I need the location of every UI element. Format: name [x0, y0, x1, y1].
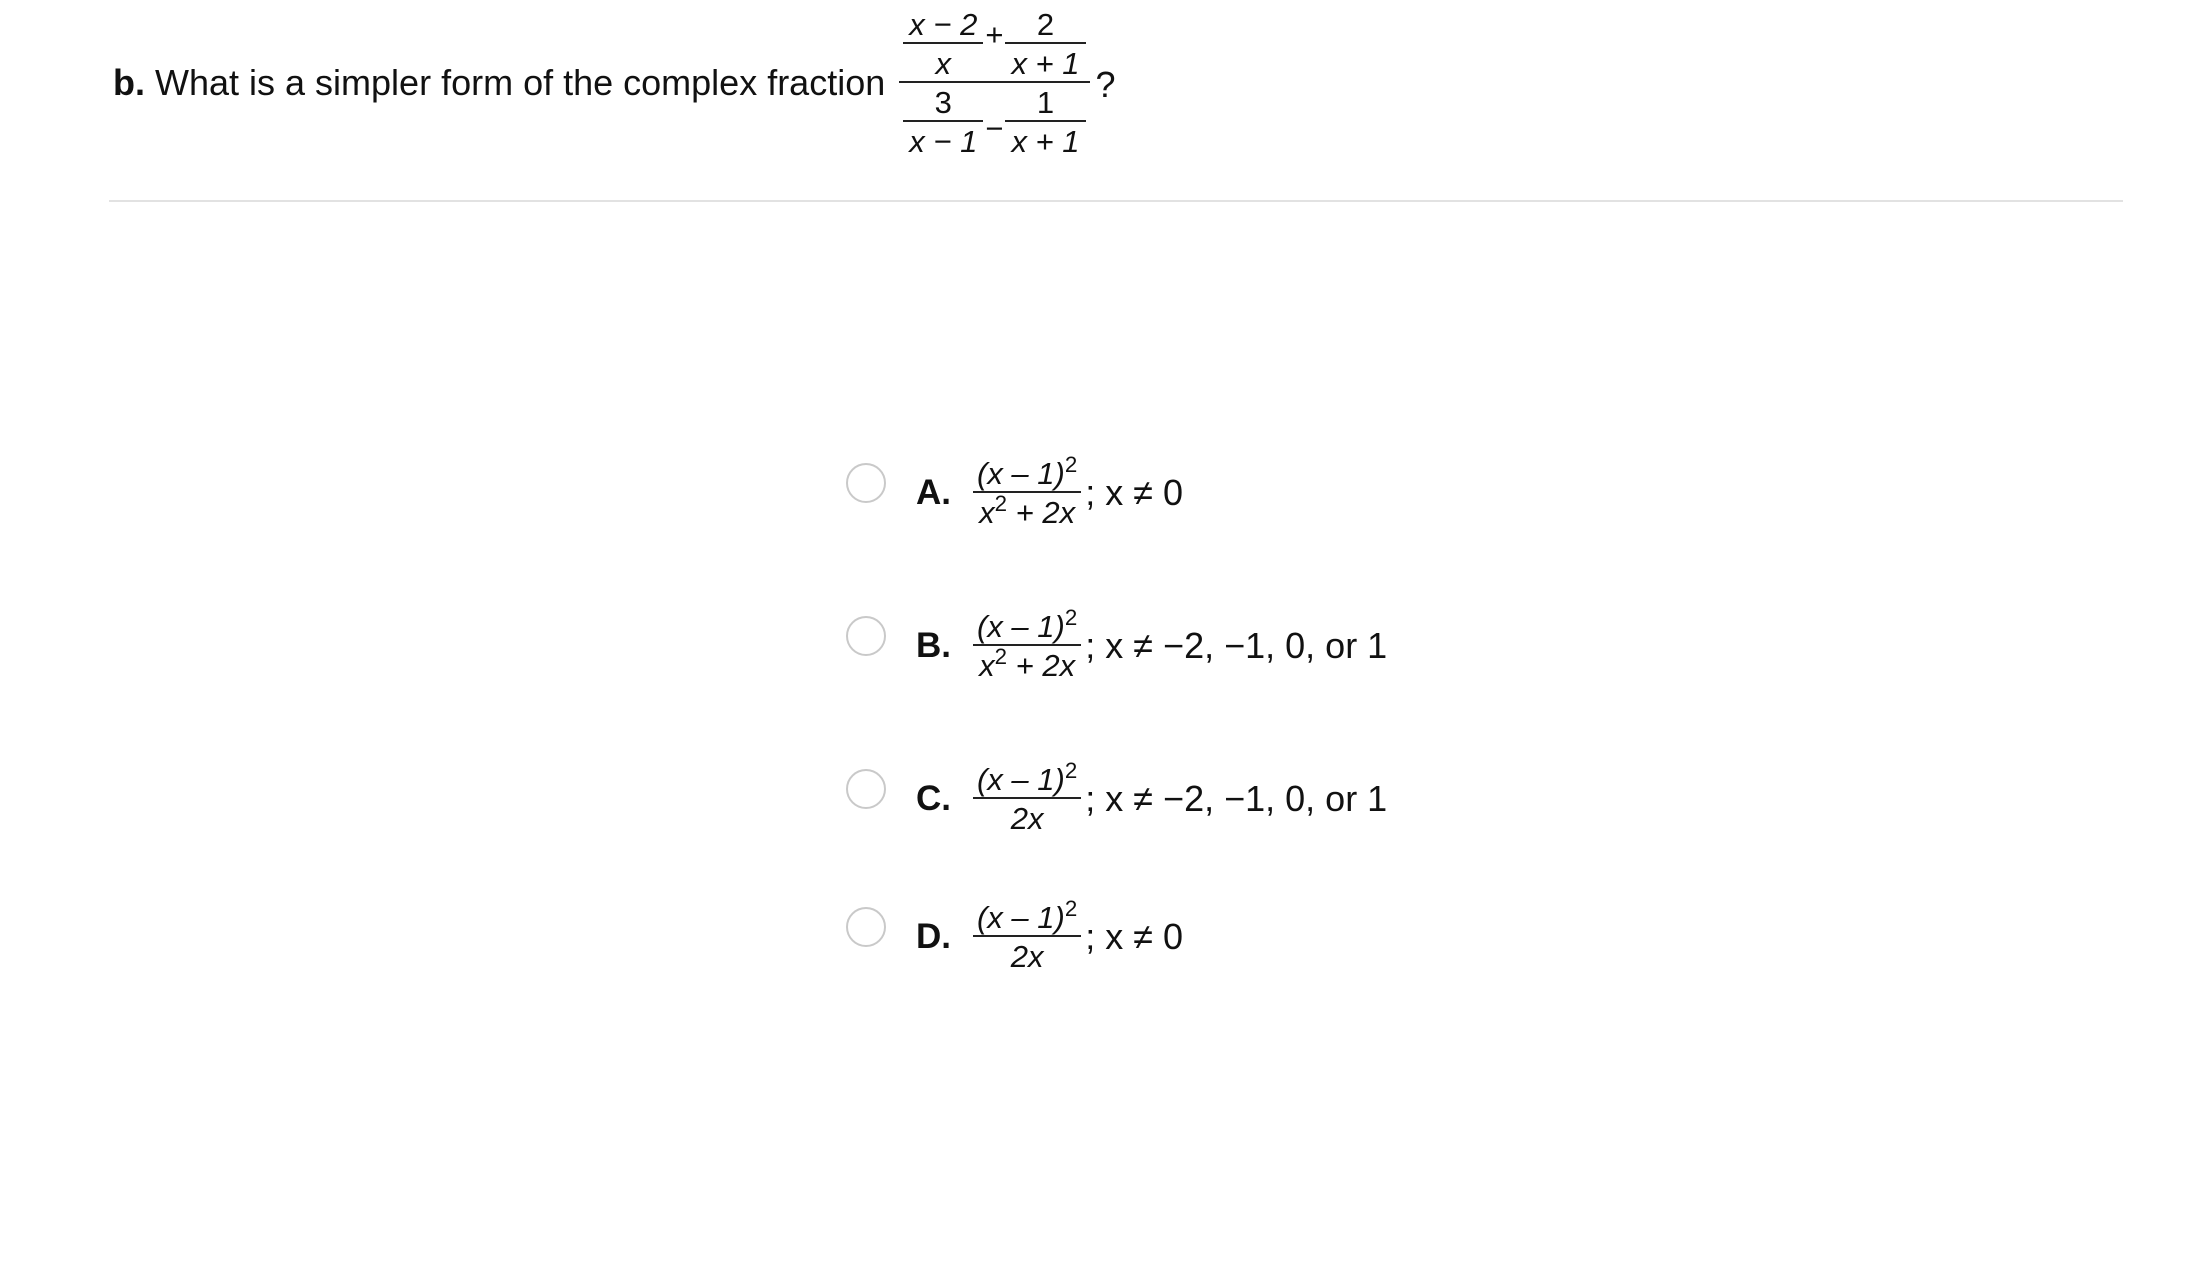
answer-numerator: (x – 1)	[977, 609, 1065, 644]
fraction-numerator: 1	[1036, 84, 1055, 120]
choice-c[interactable]	[846, 757, 1388, 836]
answer-fraction	[973, 451, 1081, 530]
answer-denominator: x	[979, 495, 995, 530]
radio-button[interactable]	[846, 463, 886, 503]
exponent: 2	[1064, 451, 1078, 477]
answer-fraction	[973, 895, 1081, 974]
question-text: What is a simpler form of the complex fraction	[155, 61, 886, 103]
question-label: b.	[113, 61, 145, 103]
section-divider	[109, 200, 2123, 202]
exponent: 2	[994, 490, 1008, 516]
fraction-denominator: x + 1	[1011, 123, 1080, 159]
radio-button[interactable]	[846, 616, 886, 656]
restriction-text: ; x ≠ −2, −1, 0, or 1	[1085, 778, 1388, 819]
fraction-term	[1005, 84, 1085, 159]
choice-letter: A.	[916, 473, 951, 512]
restriction-text: ; x ≠ 0	[1085, 916, 1184, 957]
choice-a[interactable]	[846, 451, 1184, 530]
restriction-text: ; x ≠ 0	[1085, 472, 1184, 513]
answer-numerator: (x – 1)	[977, 900, 1065, 935]
answer-denominator: x	[979, 648, 995, 683]
choice-letter: D.	[916, 917, 951, 956]
fraction-denominator: x + 1	[1011, 45, 1080, 81]
answer-denominator: 2x	[1010, 801, 1044, 836]
answer-fraction	[973, 757, 1081, 836]
answer-numerator: (x – 1)	[977, 456, 1065, 491]
fraction-term	[903, 6, 983, 81]
answer-numerator: (x – 1)	[977, 762, 1065, 797]
fraction-denominator: x − 1	[909, 123, 978, 159]
choice-b[interactable]	[846, 604, 1388, 683]
exponent: 2	[1064, 895, 1078, 921]
radio-button[interactable]	[846, 769, 886, 809]
minus-operator: −	[985, 111, 1004, 147]
choice-letter: B.	[916, 626, 951, 665]
question-prompt	[113, 0, 1116, 165]
complex-denominator	[899, 83, 1089, 157]
restriction-text: ; x ≠ −2, −1, 0, or 1	[1085, 625, 1388, 666]
exponent: 2	[1064, 757, 1078, 783]
choice-d[interactable]	[846, 895, 1184, 974]
fraction-numerator: 2	[1036, 6, 1055, 42]
answer-denominator-rest: + 2x	[1007, 648, 1076, 683]
fraction-denominator: x	[935, 45, 952, 81]
fraction-numerator: 3	[934, 84, 952, 120]
question-mark: ?	[1095, 63, 1116, 105]
complex-fraction	[899, 6, 1089, 159]
fraction-term	[1005, 6, 1085, 81]
fraction-numerator: x − 2	[909, 6, 978, 42]
answer-denominator-rest: + 2x	[1007, 495, 1076, 530]
radio-button[interactable]	[846, 907, 886, 947]
answer-denominator: 2x	[1010, 939, 1044, 974]
fraction-term	[903, 84, 983, 159]
plus-operator: +	[985, 17, 1004, 53]
exponent: 2	[994, 643, 1008, 669]
answer-fraction	[973, 604, 1081, 683]
exponent: 2	[1064, 604, 1078, 630]
choice-letter: C.	[916, 779, 951, 818]
complex-numerator	[899, 6, 1089, 81]
